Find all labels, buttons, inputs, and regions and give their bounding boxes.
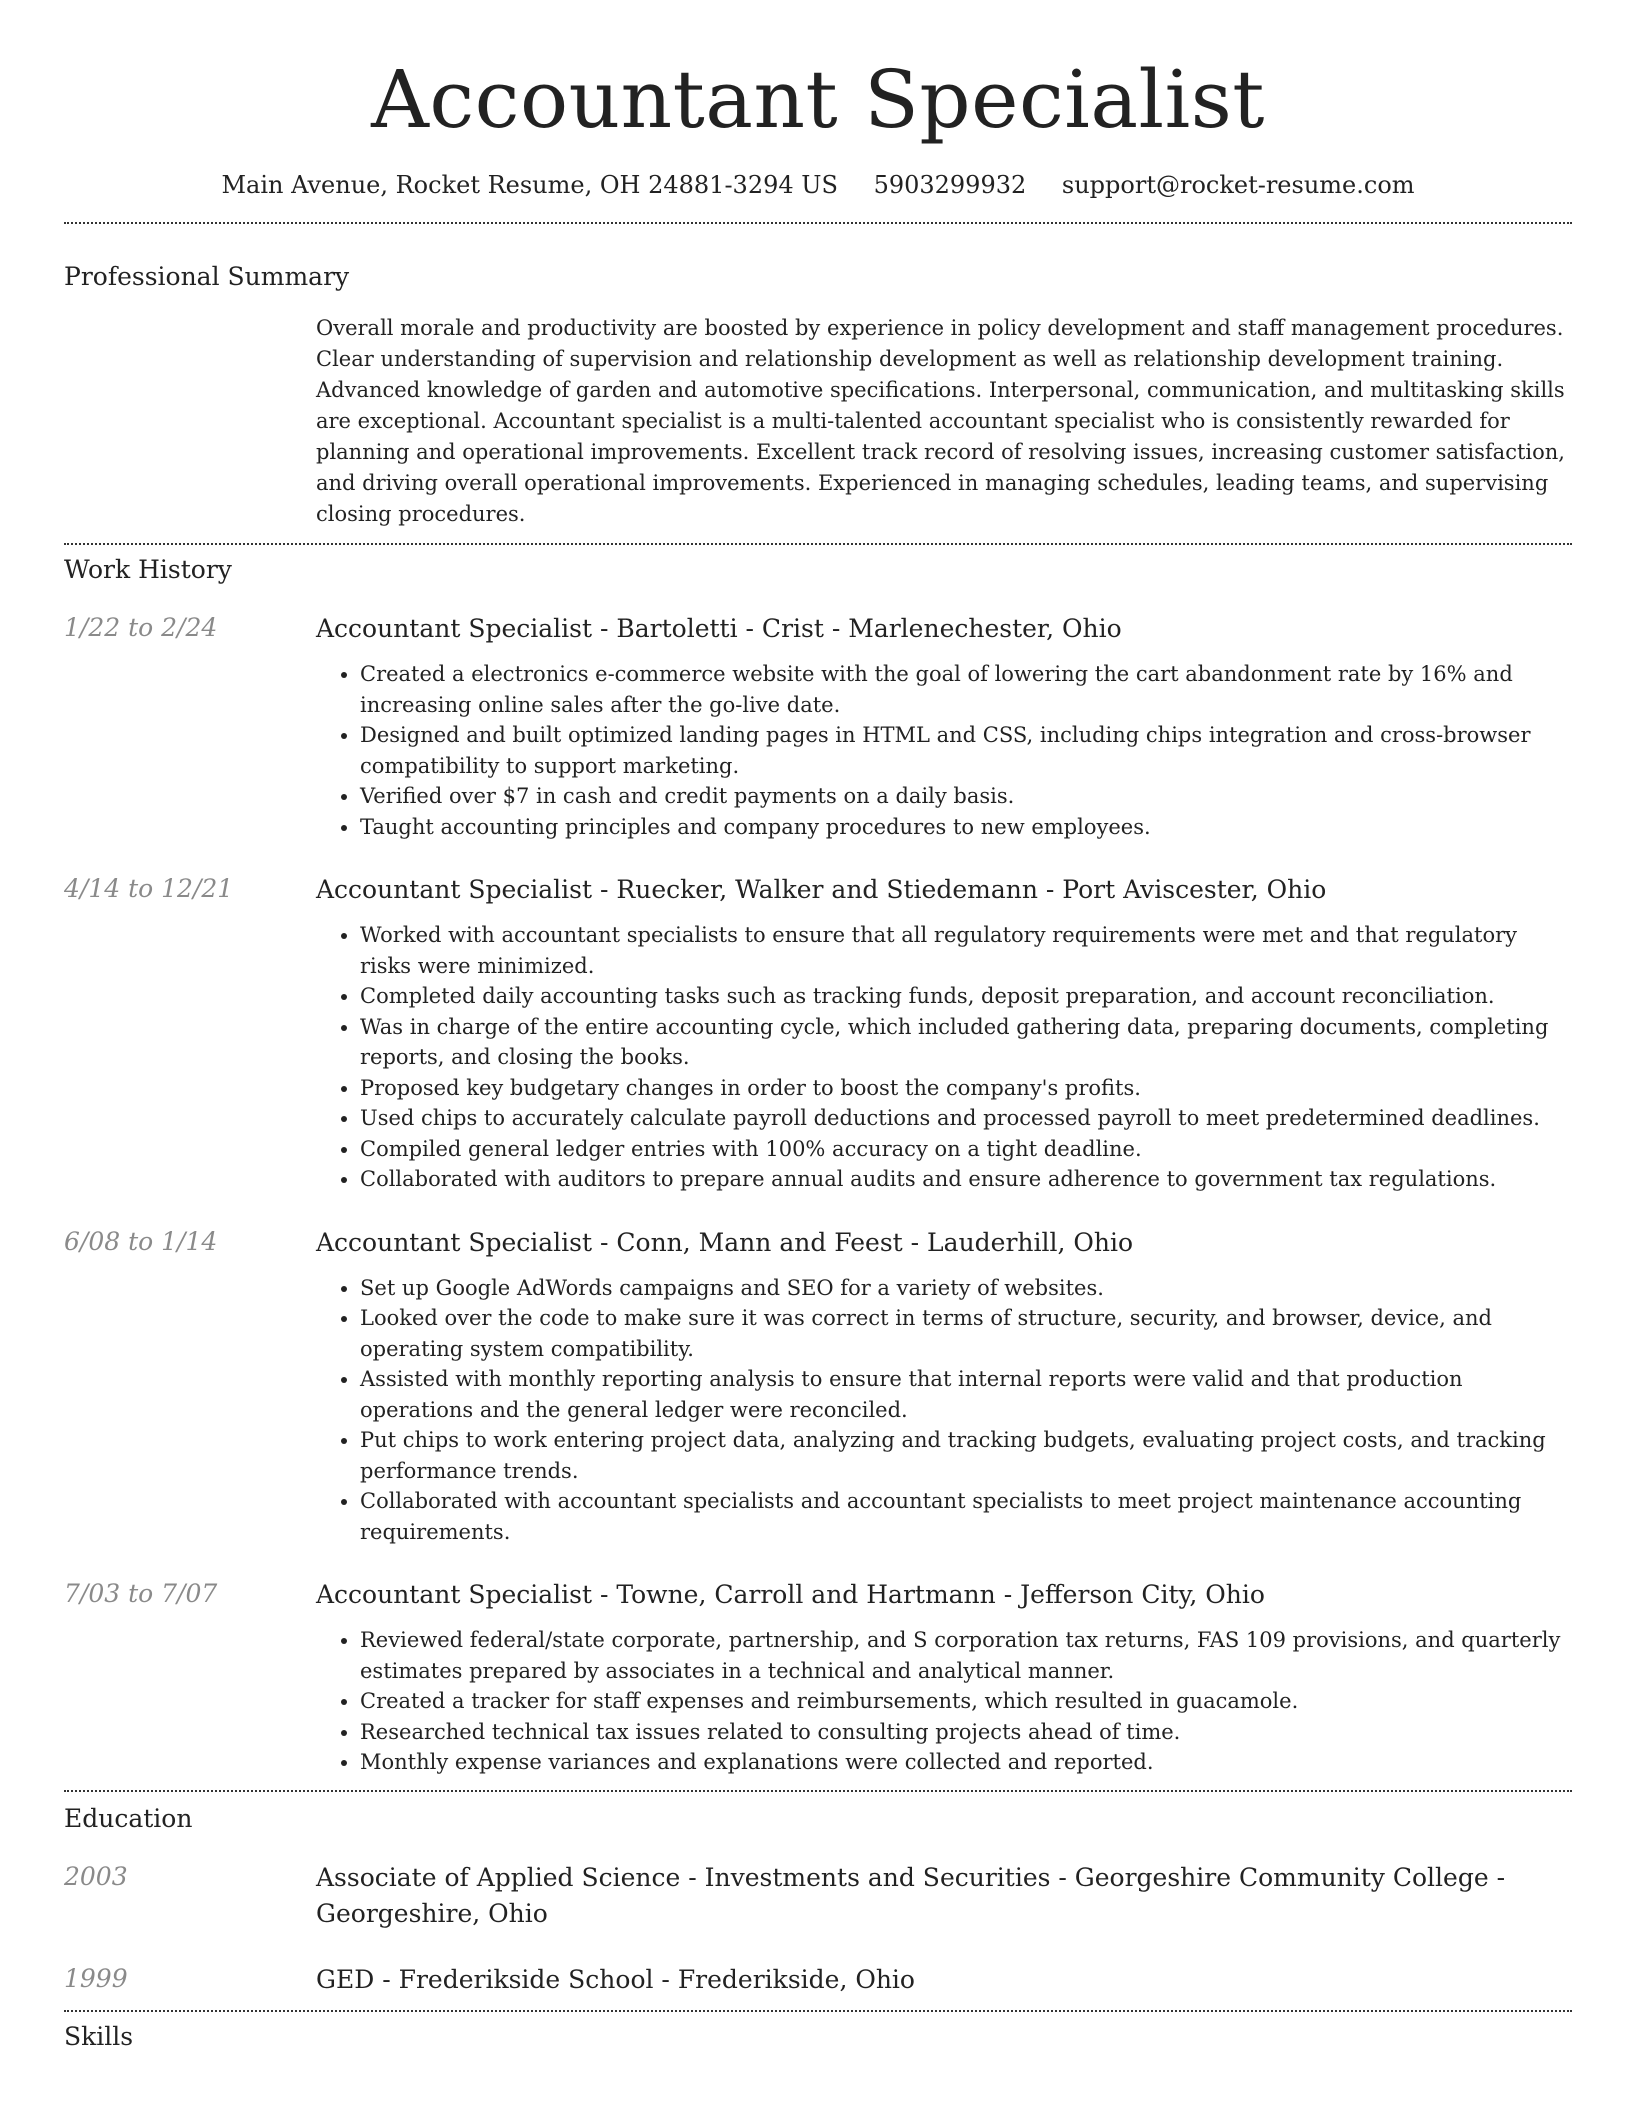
job-body bbox=[316, 611, 1572, 842]
work-history-section-title: Work History bbox=[64, 555, 232, 584]
job-bullet: • Researched technical tax issues related to consulting projects ahead of time. bbox=[360, 1717, 1572, 1748]
job-body bbox=[316, 1225, 1572, 1548]
job-dates: 6/08 to 1/14 bbox=[64, 1226, 218, 1256]
education-entry bbox=[64, 1962, 1572, 1998]
candidate-name: Accountant Specialist bbox=[371, 53, 1265, 146]
job-title: Accountant Specialist - Bartoletti - Crist - Marlenechester, Ohio bbox=[316, 614, 1122, 643]
education-title: GED - Frederikside School - Frederikside, Ohio bbox=[316, 1964, 915, 1994]
education-body bbox=[316, 1860, 1572, 1932]
job-dates: 1/22 to 2/24 bbox=[64, 613, 218, 642]
contact-phone: 5903299932 bbox=[873, 171, 1027, 199]
work-history-section bbox=[64, 545, 1572, 1778]
job-bullet: • Was in charge of the entire accounting cycle, which included gathering data, preparing documents, completing reports, and closing the books. bbox=[360, 1012, 1572, 1073]
job-dates: 4/14 to 12/21 bbox=[64, 874, 234, 903]
job-bullet: • Verified over $7 in cash and credit payments on a daily basis. bbox=[360, 781, 1572, 812]
summary-section bbox=[64, 224, 1572, 530]
job-entry bbox=[64, 1225, 1572, 1548]
summary-section-title: Professional Summary bbox=[64, 262, 350, 291]
job-bullets bbox=[316, 1273, 1572, 1548]
job-bullet: • Collaborated with accountant specialists and accountant specialists to meet project maintenance accounting requirements. bbox=[360, 1486, 1572, 1547]
education-body bbox=[316, 1962, 1572, 1998]
education-year: 2003 bbox=[64, 1861, 128, 1891]
job-bullet: • Worked with accountant specialists to ensure that all regulatory requirements were met and that regulatory risks were minimized. bbox=[360, 920, 1572, 981]
job-entry bbox=[64, 872, 1572, 1195]
skills-section-title: Skills bbox=[64, 2021, 134, 2051]
job-bullet: • Reviewed federal/state corporate, partnership, and S corporation tax returns, FAS 109 provisions, and quarterly estimates prepared by associates in a technical and analytical manner. bbox=[360, 1625, 1572, 1686]
job-bullet: • Monthly expense variances and explanations were collected and reported. bbox=[360, 1747, 1572, 1778]
skills-section bbox=[64, 2012, 1572, 2054]
job-bullet: • Set up Google AdWords campaigns and SEO for a variety of websites. bbox=[360, 1273, 1572, 1304]
job-entry bbox=[64, 611, 1572, 842]
job-bullet: • Proposed key budgetary changes in order to boost the company's profits. bbox=[360, 1073, 1572, 1104]
job-dates: 7/03 to 7/07 bbox=[64, 1579, 218, 1608]
job-bullets bbox=[316, 1625, 1572, 1778]
contact-email: support@rocket-resume.com bbox=[1061, 171, 1415, 199]
education-title: Associate of Applied Science - Investments and Securities - Georgeshire Community College - Georgeshire, Ohio bbox=[316, 1862, 1506, 1928]
job-body bbox=[316, 872, 1572, 1195]
contact-line bbox=[64, 168, 1572, 202]
job-bullet: • Compiled general ledger entries with 100% accuracy on a tight deadline. bbox=[360, 1134, 1572, 1165]
education-section bbox=[64, 1792, 1572, 1998]
job-bullet: • Used chips to accurately calculate payroll deductions and processed payroll to meet predetermined deadlines. bbox=[360, 1103, 1572, 1134]
job-title: Accountant Specialist - Conn, Mann and Feest - Lauderhill, Ohio bbox=[316, 1227, 1134, 1257]
job-bullet: • Looked over the code to make sure it was correct in terms of structure, security, and browser, device, and operating system compatibility. bbox=[360, 1303, 1572, 1364]
summary-text: Overall morale and productivity are boosted by experience in policy development and staff management procedures. Clear understanding of supervision and relationship development as well as relationship development training. Advanced knowledge of garden and automotive specifications. Interpersonal, communication, and multitasking skills are exceptional. Accountant specialist is a multi-talented accountant specialist who is consistently rewarded for planning and operational improvements. Excellent track record of resolving issues, increasing customer satisfaction, and driving overall operational improvements. Experienced in managing schedules, leading teams, and supervising closing procedures. bbox=[316, 316, 1565, 526]
job-bullets bbox=[316, 920, 1572, 1195]
education-entry bbox=[64, 1860, 1572, 1932]
education-section-title: Education bbox=[64, 1803, 193, 1833]
job-bullet: • Taught accounting principles and company procedures to new employees. bbox=[360, 812, 1572, 843]
job-entry bbox=[64, 1577, 1572, 1778]
job-bullet: • Put chips to work entering project data, analyzing and tracking budgets, evaluating project costs, and tracking performance trends. bbox=[360, 1425, 1572, 1486]
job-title: Accountant Specialist - Ruecker, Walker and Stiedemann - Port Aviscester, Ohio bbox=[316, 875, 1327, 904]
education-year: 1999 bbox=[64, 1963, 128, 1993]
job-bullet: • Designed and built optimized landing pages in HTML and CSS, including chips integration and cross-browser compatibility to support marketing. bbox=[360, 720, 1572, 781]
job-bullet: • Created a tracker for staff expenses and reimbursements, which resulted in guacamole. bbox=[360, 1686, 1572, 1717]
job-bullet: • Created a electronics e-commerce website with the goal of lowering the cart abandonment rate by 16% and increasing online sales after the go-live date. bbox=[360, 659, 1572, 720]
job-bullets bbox=[316, 659, 1572, 842]
job-bullet: • Assisted with monthly reporting analysis to ensure that internal reports were valid and that production operations and the general ledger were reconciled. bbox=[360, 1364, 1572, 1425]
job-bullet: • Completed daily accounting tasks such as tracking funds, deposit preparation, and account reconciliation. bbox=[360, 981, 1572, 1012]
job-body bbox=[316, 1577, 1572, 1778]
resume-page bbox=[64, 0, 1572, 2054]
job-title: Accountant Specialist - Towne, Carroll and Hartmann - Jefferson City, Ohio bbox=[316, 1580, 1265, 1609]
job-bullet: • Collaborated with auditors to prepare annual audits and ensure adherence to government tax regulations. bbox=[360, 1164, 1572, 1195]
contact-address: Main Avenue, Rocket Resume, OH 24881-3294 US bbox=[221, 171, 838, 199]
